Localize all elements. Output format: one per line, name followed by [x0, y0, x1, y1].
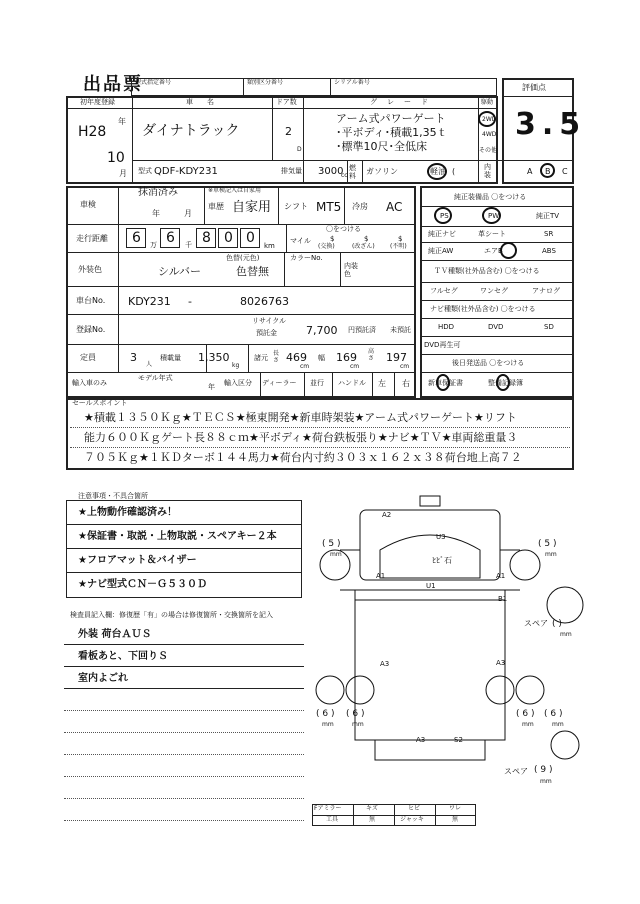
header-id-box: [131, 78, 497, 96]
grade-line-3: ･標準10尺･全低床: [336, 140, 427, 153]
mark-a3-right: A3: [496, 659, 506, 667]
recycle-label: リサイクル: [252, 317, 287, 325]
usage-label: 車歴: [208, 202, 224, 211]
ac-value: AC: [386, 200, 403, 214]
spare-2-depth: ( 9 ): [534, 765, 553, 775]
car-name: ダイナトラック: [142, 123, 240, 139]
load-value: 1,350: [198, 351, 230, 364]
grade-label: グレード: [370, 98, 438, 106]
fuel-gas: ガソリン: [366, 167, 398, 176]
tire-rl2-depth: ( 6 ): [346, 709, 365, 719]
rear-gate: [375, 740, 485, 760]
ext-color-value: シルバー: [158, 265, 201, 278]
drive-other: その他: [479, 147, 498, 154]
tire-fl-depth: ( 5 ): [322, 539, 341, 549]
mark-u1: U1: [426, 582, 436, 590]
inspector-line-2: 看板あと、下回りＳ: [78, 651, 168, 662]
drive-4wd: 4WD: [482, 131, 497, 138]
score-label: 評価点: [522, 83, 546, 92]
spare-tire-1: [547, 587, 583, 623]
mileage-check-label: 〇をつける: [326, 225, 361, 233]
displacement-value: 3000: [318, 166, 344, 177]
spare-tire-2: [551, 731, 579, 759]
note-line-4: ★ナビ型式ＣＮ－Ｇ５３０Ｄ: [78, 579, 207, 590]
model-value: QDF-KDY231: [154, 166, 218, 177]
note-line-3: ★フロアマット＆バイザー: [78, 555, 197, 566]
chassis-prefix: KDY231: [128, 295, 171, 308]
cab-outline: [360, 510, 500, 580]
class-no-label: 類別区分番号: [247, 79, 284, 86]
doors-label: ドア数: [276, 98, 297, 106]
mirror-top: [420, 496, 440, 506]
height-value: 197: [386, 351, 407, 364]
spare-label-1: スペア: [524, 619, 548, 628]
mark-s2: S2: [454, 736, 463, 744]
import-type-label: 輸入区分: [224, 379, 252, 387]
serial-label: シリアル番号: [334, 79, 370, 86]
tire-rear-right-2: [516, 676, 544, 704]
grade-line-2: ･平ボディ･積載1,35ｔ: [336, 126, 448, 139]
import-label: 輸入車のみ: [72, 379, 107, 387]
color-no-label: カラーNo.: [290, 254, 323, 262]
displacement-label: 排気量: [281, 167, 302, 175]
inspector-title: 検査員記入欄：修復歴「有」の場合は修復箇所・交換箇所を記入: [70, 611, 273, 619]
load-label: 積載量: [160, 354, 181, 362]
chassis-number: 8026763: [240, 295, 289, 308]
int-color-label: 内装色: [344, 262, 358, 278]
model-no-label: 型式指定番号: [135, 79, 172, 86]
tire-rear-left-2: [346, 676, 374, 704]
tire-rr1-depth: ( 6 ): [516, 709, 535, 719]
drive-label: 駆動: [481, 99, 494, 106]
fuel-diesel-circle: [427, 163, 447, 180]
mark-a1-left: A1: [376, 572, 386, 580]
recycle-value: 7,700: [306, 324, 338, 337]
reg-year: H28: [78, 124, 107, 140]
fuel-label: 燃料: [349, 164, 356, 180]
note-line-2: ★保証書・取説・上物取説・スペアキー２本: [78, 531, 277, 542]
fuel-diesel: 軽油: [430, 167, 446, 176]
grade-line-1: アーム式パワーゲート: [336, 112, 446, 125]
car-name-label: 車名: [186, 98, 228, 106]
mileage-digit-4: 0: [224, 230, 233, 246]
reg-month: 10: [107, 150, 125, 166]
spare-label-2: スペア: [504, 767, 528, 776]
mark-u3: U3: [436, 533, 446, 541]
notes-title: 注意事項・不具合箇所: [78, 492, 148, 500]
windshield: [380, 535, 480, 578]
usage-value: 自家用: [232, 200, 272, 215]
interior-b-circle: [540, 163, 555, 178]
model-label: 型式: [138, 167, 152, 175]
page-title: 出品票: [83, 74, 143, 95]
mileage-digit-5: 0: [246, 230, 255, 246]
score-value: 3.5: [515, 107, 587, 142]
length-value: 469: [286, 351, 307, 364]
tire-rear-left-1: [316, 676, 344, 704]
ext-color-label: 外装色: [78, 265, 102, 274]
usage-note: ※車検記入は自家用: [208, 187, 262, 194]
inspector-line-3: 室内よごれ: [78, 673, 128, 684]
mark-a3-left: A3: [380, 660, 390, 668]
shift-label: シフト: [284, 202, 308, 211]
tire-front-right: [510, 550, 540, 580]
mark-a2: A2: [382, 511, 392, 519]
model-year-label: モデル年式: [138, 374, 173, 382]
sales-line-3: ７０５Ｋｇ★１ＫＤターボ１４４馬力★荷台内寸約３０３ｘ１６２ｘ３８荷台地上高７２: [84, 451, 522, 464]
mileage-digit-2: 6: [166, 230, 175, 246]
drive-2wd: 2WD: [482, 116, 497, 123]
sales-line-1: ★積載１３５０Ｋｇ★ＴＥＣＳ★極東開発★新車時架装★アーム式パワーゲート★リフト: [84, 411, 517, 424]
mileage-digit-1: 6: [132, 230, 141, 246]
mark-a3-bottom: A3: [416, 736, 426, 744]
tire-rr2-depth: ( 6 ): [544, 709, 563, 719]
drive-2wd-circle: [478, 111, 496, 127]
first-reg-label: 初年度登録: [80, 98, 115, 106]
tire-rl1-depth: ( 6 ): [316, 709, 335, 719]
size-label: 諸元: [254, 354, 268, 362]
sales-line-2: 能力６００Ｋｇゲート長８８ｃｍ★平ボディ★荷台鉄板張り★ナビ★ＴＶ★車両総重量３: [84, 431, 518, 444]
truck-diagram: [300, 490, 600, 810]
inspection-label: 車検: [80, 200, 96, 209]
note-line-1: ★上物動作確認済み！: [78, 507, 177, 518]
mark-hs: ﾋﾋﾞ石: [432, 556, 452, 565]
width-value: 169: [336, 351, 357, 364]
chassis-label: 車台No.: [76, 296, 106, 305]
reg-no-label: 登録No.: [76, 325, 106, 334]
mark-a1-right: A1: [496, 572, 506, 580]
tire-fr-depth: ( 5 ): [538, 539, 557, 549]
mileage-digit-3: 8: [202, 230, 211, 246]
shift-value: MT5: [316, 200, 342, 214]
inspection-value: 抹消済み: [138, 187, 178, 198]
color-orig-label: 色替(元色): [226, 254, 260, 262]
cargo-bed: [355, 590, 508, 740]
ac-label: 冷房: [352, 202, 368, 211]
mile-label: マイル: [290, 237, 311, 245]
capacity-value: 3: [130, 351, 137, 364]
inspector-line-1: 外装 荷台ＡＵＳ: [78, 629, 152, 640]
color-change-value: 色替無: [236, 265, 269, 278]
doors-value: 2: [285, 125, 292, 138]
interior-label: 内装: [484, 163, 491, 179]
mark-b1: B1: [498, 595, 508, 603]
tire-rear-right-1: [486, 676, 514, 704]
capacity-label: 定員: [80, 353, 96, 362]
mileage-label: 走行距離: [76, 234, 108, 243]
equipment-title: 純正装備品 〇をつける: [454, 193, 527, 201]
sales-title: セールスポイント: [72, 399, 128, 407]
